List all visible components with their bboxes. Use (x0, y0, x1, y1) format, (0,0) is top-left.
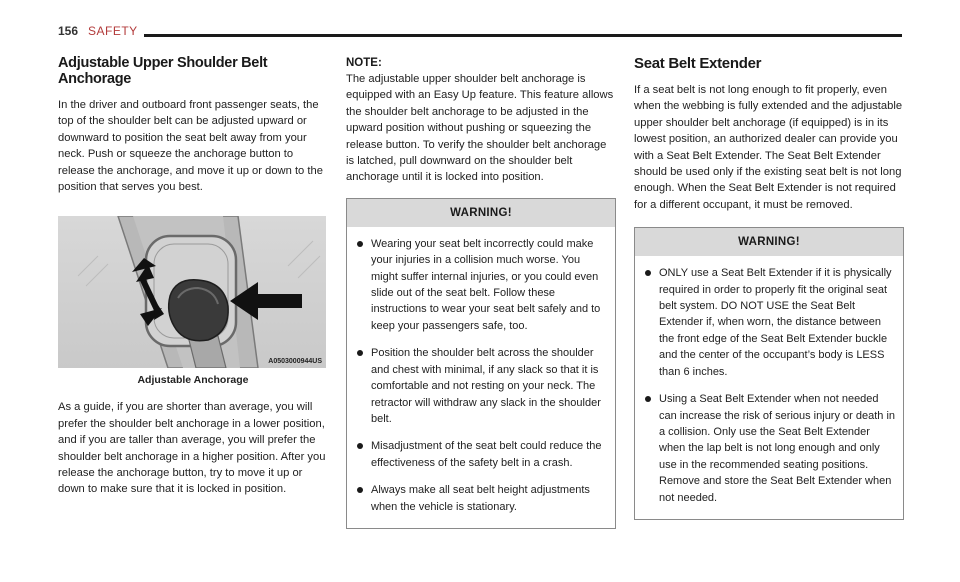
warning-list (347, 227, 615, 528)
anchorage-warning-box (346, 198, 616, 529)
warning-item (357, 345, 607, 427)
warning-text: Misadjustment of the seat belt could reduce the effectiveness of the safety belt in a crash. (371, 440, 602, 469)
warning-item (357, 482, 607, 515)
middle-column (346, 55, 616, 529)
note-label: NOTE: (346, 57, 382, 69)
warning-text: Using a Seat Belt Extender when not needed can increase the risk of serious injury or death in a collision. Only use the Seat Belt Extender when the lap belt is not long enough and only use in the recommended seating positions. Remove and store the Seat Belt Extender when not needed. (659, 393, 896, 504)
extender-warning-box (634, 227, 904, 520)
anchorage-heading: Adjustable Upper Shoulder Belt Anchorage (58, 55, 268, 87)
bullet-icon (357, 443, 363, 449)
warning-text: ONLY use a Seat Belt Extender if it is physically required in order to properly fit the original seat belt system. DO NOT USE the Seat Belt Extender if, when worn, the distance between the front edge of the Seat Belt Extender buckle and the center of the occupant’s body is LESS than 6 inches. (659, 267, 892, 378)
anchorage-drawing (58, 216, 326, 368)
warning-item (357, 438, 607, 471)
extender-heading: Seat Belt Extender (634, 55, 762, 72)
note-text: The adjustable upper shoulder belt anchorage is equipped with an Easy Up feature. This feature allows the shoulder belt anchorage to be adjusted in the upward position without pushing or squeezing the release button. To verify the shoulder belt anchorage is latched, pull downward on the shoulder belt anchorage until it is locked into position. (346, 73, 614, 184)
page-number: 156 (58, 24, 79, 38)
bullet-icon (357, 487, 363, 493)
warning-text: Wearing your seat belt incorrectly could make your injuries in a collision much worse. You might suffer internal injuries, or you could even slide out of the seat belt. Follow these instructions to wear your seat belt safely and to keep your passengers safe, too. (371, 237, 601, 332)
warning-text: Always make all seat belt height adjustments when the vehicle is stationary. (371, 484, 590, 513)
page-header (58, 24, 902, 44)
bullet-icon (645, 270, 651, 276)
warning-item (357, 236, 607, 334)
section-name: SAFETY (88, 24, 138, 38)
anchorage-intro: In the driver and outboard front passenger seats, the top of the shoulder belt can be adjusted upward or downward to position the seat belt away from your neck. Push or squeeze the anchorage button to release the anchorage, and move it up or down to the position that serves you best. (58, 99, 323, 194)
header-rule (144, 34, 902, 37)
warning-list (635, 256, 903, 519)
figure-caption: Adjustable Anchorage (137, 374, 249, 387)
left-column (58, 55, 328, 498)
warning-title: WARNING! (347, 199, 615, 227)
warning-title: WARNING! (635, 228, 903, 256)
warning-text: Position the shoulder belt across the shoulder and chest with minimal, if any slack so that it is comfortable and not resting on your neck. The retractor will withdraw any slack in the shoulder belt. (371, 347, 601, 425)
extender-intro: If a seat belt is not long enough to fit properly, even when the webbing is fully extended and the adjustable upper shoulder belt anchorage (if equipped) is in its lowest position, an authorized dealer can provide you with a Seat Belt Extender. The Seat Belt Extender should be used only if the existing seat belt is not long enough. When the Seat Belt Extender is not required for a different occupant, it must be removed. (634, 84, 903, 211)
bullet-icon (357, 241, 363, 247)
right-column (634, 55, 904, 520)
anchorage-guide: As a guide, if you are shorter than average, you will prefer the shoulder belt anchorage in a lower position, and if you are taller than average, you will prefer the shoulder belt anchorage in a higher position. After you release the anchorage button, try to move it up or down to make sure that it is locked in position. (58, 401, 326, 496)
figure-code: A0503000944US (268, 358, 322, 366)
bullet-icon (357, 350, 363, 356)
warning-item (645, 391, 895, 506)
anchorage-illustration (58, 216, 326, 368)
bullet-icon (645, 396, 651, 402)
warning-item (645, 265, 895, 380)
